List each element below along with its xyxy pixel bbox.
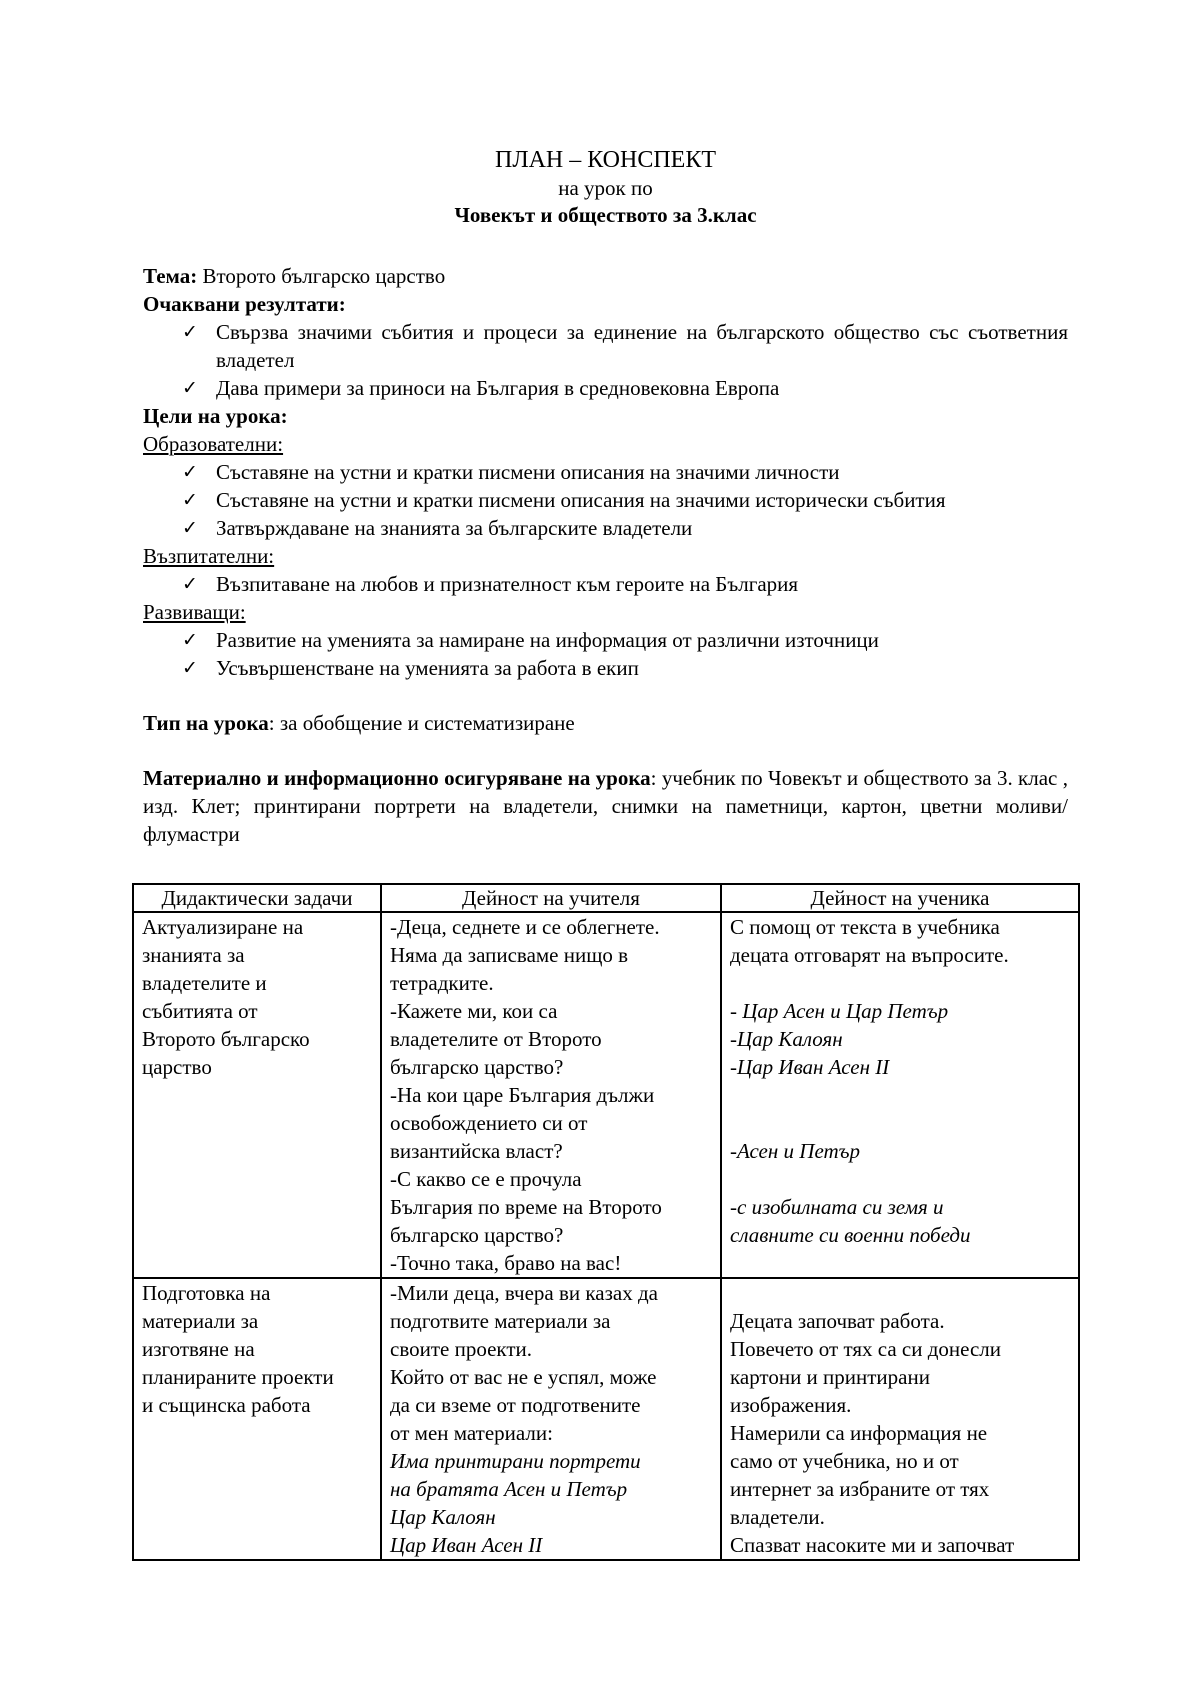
cell-text-line: интернет за избраните от тях [730, 1477, 990, 1501]
task-cell [133, 912, 381, 1278]
blank-line [730, 1109, 1070, 1137]
cell-text-line: царство [142, 1055, 212, 1079]
cell-text-line: знанията за [142, 943, 245, 967]
teacher-activity-cell [381, 912, 721, 1278]
cell-text-line: Спазват насоките ми и започват [730, 1533, 1015, 1557]
cell-text-line: византийска власт? [390, 1139, 563, 1163]
blank-line [730, 1279, 1070, 1307]
topic-label: Тема: [143, 264, 198, 288]
educational-goals-label: Образователни: [143, 432, 284, 456]
list-item: ✓ Свързва значими събития и процеси за единение на българското общество със съответния владетел [182, 320, 1068, 372]
checkmark-icon: ✓ [182, 629, 198, 651]
cell-text-line: Няма да записваме нищо в [390, 943, 629, 967]
cell-text-line: -Цар Калоян [730, 1027, 843, 1051]
cell-text-line: освобождението си от [390, 1111, 588, 1135]
cell-text-line: и същинска работа [142, 1393, 311, 1417]
checkmark-icon: ✓ [182, 573, 198, 595]
cell-text-line: Намерили са информация не [730, 1421, 988, 1445]
list-item: ✓ Съставяне на устни и кратки писмени описания на значими личности [182, 460, 840, 484]
lesson-type-label: Тип на урока [143, 711, 269, 735]
column-header: Дидактически задачи [133, 884, 381, 912]
cell-text-line: на братята Асен и Петър [390, 1477, 628, 1501]
cell-text-line: Второто българско [142, 1027, 310, 1051]
cell-text-line: картони и принтирани [730, 1365, 930, 1389]
cell-text-line: -Асен и Петър [730, 1139, 861, 1163]
document-title: ПЛАН – КОНСПЕКТ [494, 147, 716, 173]
topic-value: Второто българско царство [197, 264, 446, 288]
list-item: ✓ Възпитаване на любов и признателност към героите на България [182, 572, 799, 596]
cell-text-line: -Точно така, браво на вас! [390, 1251, 622, 1275]
document-page [143, 145, 1068, 848]
cell-text-line: Повечето от тях са си донесли [730, 1337, 1002, 1361]
table-header-row [133, 884, 1079, 912]
blank-line [730, 1165, 1070, 1193]
cell-text-line: да си вземе от подготвените [390, 1393, 641, 1417]
upbringing-goals-list [143, 570, 1068, 598]
blank-line [730, 969, 1070, 997]
cell-text-line: -Цар Иван Асен II [730, 1055, 890, 1079]
checkmark-icon: ✓ [182, 377, 198, 399]
cell-text-line: Цар Калоян [390, 1505, 496, 1529]
materials-label: Материално и информационно осигуряване на урока [143, 766, 651, 790]
cell-text-line: -На кои царе България дължи [390, 1083, 655, 1107]
student-activity-cell [721, 1278, 1079, 1560]
expected-results-label: Очаквани резултати: [143, 292, 346, 316]
checkmark-icon: ✓ [182, 489, 198, 511]
cell-text-line: материали за [142, 1309, 259, 1333]
cell-text-line: подготвите материали за [390, 1309, 611, 1333]
cell-text-line: -Кажете ми, кои са [390, 999, 558, 1023]
list-item: ✓ Усъвършенстване на уменията за работа в екип [182, 656, 639, 680]
column-header: Дейност на ученика [721, 884, 1079, 912]
document-subject: Човекът и обществото за 3.клас [454, 203, 757, 227]
blank-line [730, 1081, 1070, 1109]
cell-text-line: владетелите от Второто [390, 1027, 602, 1051]
cell-text-line: планираните проекти [142, 1365, 334, 1389]
list-item: ✓ Развитие на уменията за намиране на информация от различни източници [182, 628, 879, 652]
cell-text-line: владетели. [730, 1505, 825, 1529]
student-activity-cell [721, 912, 1079, 1278]
cell-text-line: българско царство? [390, 1223, 564, 1247]
column-header: Дейност на учителя [381, 884, 721, 912]
cell-text-line: славните си военни победи [730, 1223, 971, 1247]
upbringing-goals-label: Възпитателни: [143, 544, 275, 568]
list-item: ✓ Дава примери за приноси на България в средновековна Европа [182, 376, 780, 400]
topic-line [143, 262, 1068, 290]
list-item: ✓ Съставяне на устни и кратки писмени описания на значими исторически събития [182, 488, 946, 512]
cell-text-line: своите проекти. [390, 1337, 532, 1361]
list-item: ✓ Затвърждаване на знанията за българските владетели [182, 516, 693, 540]
checkmark-icon: ✓ [182, 517, 198, 539]
cell-text-line: Цар Иван Асен II [390, 1533, 543, 1557]
table-row [133, 912, 1079, 1278]
lesson-plan-table [132, 883, 1080, 1561]
cell-text-line: С помощ от текста в учебника [730, 915, 1000, 939]
cell-text-line: събитията от [142, 999, 258, 1023]
cell-text-line: изготвяне на [142, 1337, 255, 1361]
cell-text-line: Подготовка на [142, 1281, 271, 1305]
checkmark-icon: ✓ [182, 461, 198, 483]
cell-text-line: -Деца, седнете и се облегнете. [390, 915, 660, 939]
cell-text-line: Актуализиране на [142, 915, 304, 939]
materials-value: : учебник по Човекът и обществото за 3. клас , изд. Клет; принтирани портрети на владетели, снимки на паметници, картон, цветни моливи/флумастри [143, 766, 1068, 846]
expected-results-list [143, 318, 1068, 402]
materials-paragraph [143, 764, 1068, 848]
task-cell [133, 1278, 381, 1560]
developing-goals-label: Развиващи: [143, 600, 246, 624]
cell-text-line: децата отговарят на въпросите. [730, 943, 1009, 967]
checkmark-icon: ✓ [182, 657, 198, 679]
cell-text-line: Децата започват работа. [730, 1309, 945, 1333]
document-subtitle: на урок по [558, 176, 653, 200]
teacher-activity-cell [381, 1278, 721, 1560]
cell-text-line: българско царство? [390, 1055, 564, 1079]
cell-text-line: -с изобилната си земя и [730, 1195, 944, 1219]
cell-text-line: тетрадките. [390, 971, 494, 995]
goals-label: Цели на урока: [143, 404, 288, 428]
lesson-type-value: : за обобщение и систематизиране [268, 711, 575, 735]
developing-goals-list [143, 626, 1068, 682]
cell-text-line: Има принтирани портрети [390, 1449, 641, 1473]
educational-goals-list [143, 458, 1068, 542]
cell-text-line: -Мили деца, вчера ви казах да [390, 1281, 658, 1305]
cell-text-line: изображения. [730, 1393, 852, 1417]
cell-text-line: Който от вас не е успял, може [390, 1365, 657, 1389]
cell-text-line: -С какво се е прочула [390, 1167, 582, 1191]
cell-text-line: - Цар Асен и Цар Петър [730, 999, 949, 1023]
table-row [133, 1278, 1079, 1560]
cell-text-line: от мен материали: [390, 1421, 553, 1445]
cell-text-line: владетелите и [142, 971, 267, 995]
cell-text-line: България по време на Второто [390, 1195, 662, 1219]
lesson-type-line [143, 709, 1068, 737]
cell-text-line: само от учебника, но и от [730, 1449, 959, 1473]
checkmark-icon: ✓ [182, 321, 198, 343]
